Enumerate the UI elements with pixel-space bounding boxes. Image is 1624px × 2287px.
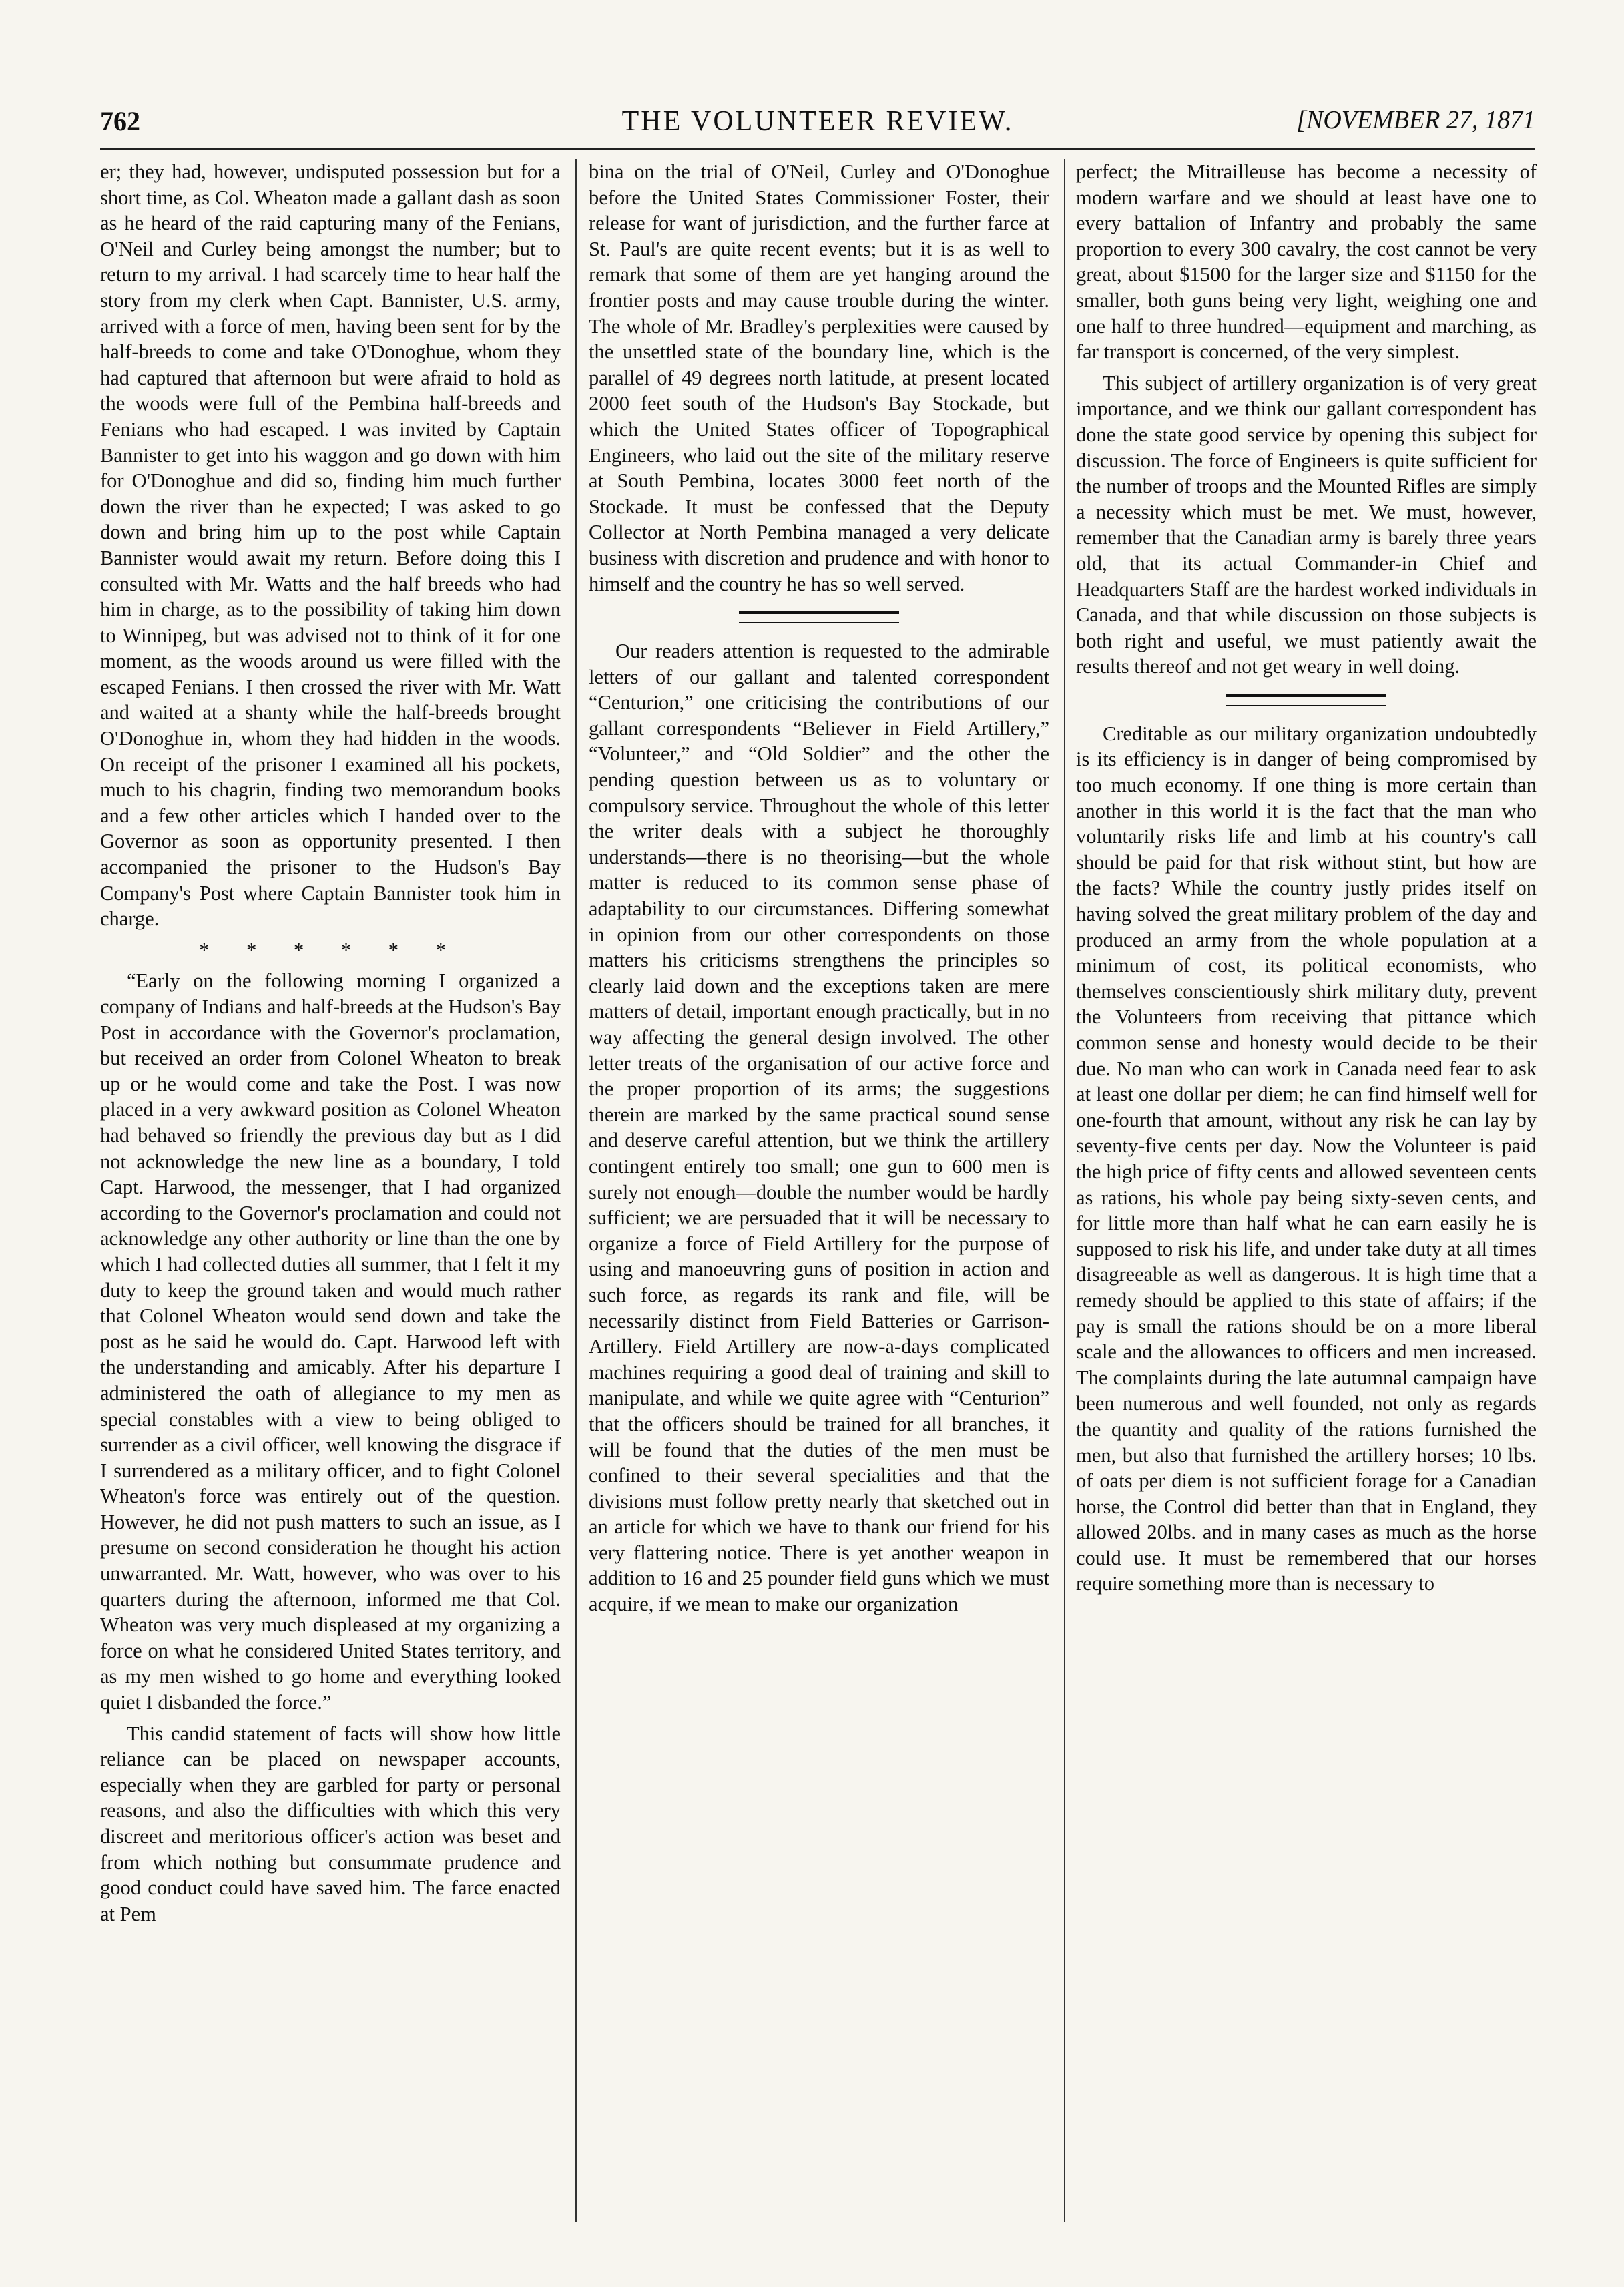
article-paragraph: bina on the trial of O'Neil, Curley and O'Donoghue before the United States Commissioner Foster, their release for want of jurisdiction, and the further farce at St. Paul's are quite recent events; but it is as well to remark that some of them are yet hanging around the frontier posts and may cause trouble during the winter. The whole of Mr. Bradley's perplexities were caused by the unsettled state of the boundary line, which is the parallel of 49 degrees north latitude, at present located 2000 feet south of the Hudson's Bay Stockade, but which the United States officer of Topographical Engineers, who laid out the site of the military reserve at South Pembina, locates 3000 feet north of the Stockade. It must be confessed that the Deputy Collector at North Pembina managed a very delicate business with discretion and prudence and with honor to himself and the country he has so well served.	[589, 160, 1049, 595]
column-1	[100, 159, 561, 2228]
article-paragraph: This candid statement of facts will show how little reliance can be placed on newspaper accounts, especially when they are garbled for party or personal reasons, and also the difficulties with which this very discreet and meritorious officer's action was beset and from which nothing but consummate prudence and good conduct could have saved him. The farce enacted at Pem	[100, 1722, 561, 1925]
editorial-paragraph: Creditable as our military organization undoubtedly is its efficiency is in danger of being compromised by too much economy. If one thing is more certain than another in this world it is the fact that the man who voluntarily risks life and limb at his country's call should be paid for that risk without stint, but how are the facts? While the country justly prides itself on having solved the great military problem of the day and produced an army from the whole population at a minimum of cost, its political economists, who themselves conscientiously shirk military duty, prevent the Volunteers from receiving that pittance which common sense and honesty would decide to be their due. No man who can work in Canada need fear to ask at least one dollar per diem; he can find himself well for one-fourth that amount, without any risk he can lay by seventy-five cents per day. Now the Volunteer is paid the high price of fifty cents and allowed seventeen cents as rations, his whole pay being sixty-seven cents, and for little more than half what he can earn easily he is supposed to risk his life, and under take duty at all times disagreeable as well as dangerous. It is high time that a remedy should be applied to this state of affairs; if the pay is small the rations should be on a more liberal scale and the allowances to officers and men increased. The complaints during the late autumnal campaign have been numerous and well founded, not only as regards the quantity and quality of the rations furnished the men, but also that furnished the artillery horses; 10 lbs. of oats per diem is not sufficient forage for a Canadian horse, the Control did better than that in England, they allowed 20lbs. and in many cases as much as the horse could use. It must be remembered that our horses require something more than is necessary to	[1076, 722, 1537, 1595]
header-rule	[100, 148, 1535, 150]
editorial-paragraph: Our readers attention is requested to the admirable letters of our gallant and talented correspondent “Centurion,” one criticising the contributions of our gallant correspondents “Believer in Field Artillery,” “Volunteer,” and “Old Soldier” and the other the pending question between us as to voluntary or compulsory service. Throughout the whole of this letter the writer deals with a subject he thoroughly understands—there is no theorising—but the whole matter is reduced to its common sense phase of adaptability to our circumstances. Differing somewhat in opinion from our other correspondents on those matters his criticisms strengthens the principles so clearly laid down and the exceptions taken are mere matters of detail, important enough practically, but in no way affecting the general design involved. The other letter treats of the organisation of our active force and the proper proportion of its arms; the suggestions therein are marked by the same practical sound sense and deserve careful attention, but we think the artillery contingent entirely too small; one gun to 600 men is surely not enough—double the number would be hardly sufficient; we are persuaded that it will be necessary to organize a force of Field Artillery for the purpose of using and manoeuvring guns of position in action and such force, as regards its rank and file, will be necessarily distinct from Field Batteries or Garrison-Artillery. Field Artillery are now-a-days complicated machines requiring a good deal of training and skill to manipulate, and while we quite agree with “Centurion” that the officers should be trained for all branches, it will be found that the duties of the men must be confined to their several specialities and that the divisions must follow pretty nearly that sketched out in an article for which we have to thank our friend for his very flattering notice. There is yet another weapon in addition to 16 and 25 pounder field guns which we must acquire, if we mean to make our organization	[589, 640, 1049, 1616]
column-divider	[1064, 159, 1065, 2222]
article-paragraph: “Early on the following morning I organized a company of Indians and half-breeds at the Hudson's Bay Post in accordance with the Governor's proclamation, but received an order from Colonel Wheaton to break up or he would come and take the Post. I was now placed in a very awkward position as Colonel Wheaton had behaved so friendly the previous day but as I did not acknowledge the new line as a boundary, I told Capt. Harwood, the messenger, that I had organized according to the Governor's proclamation and could not acknowledge any other authority or line than the one by which I had collected duties all summer, that I felt it my duty to keep the ground taken and would much rather that Colonel Wheaton would send down and take the post as he said he would do. Capt. Harwood left with the understanding and amicably. After his departure I administered the oath of allegiance to my men as special constables with a view to being obliged to surrender as a civil officer, well knowing the disgrace if I surrendered as a military officer, and to fight Colonel Wheaton's force was entirely out of the question. However, he did not push matters to such an issue, as I presume on second consideration he thought his action unwarranted. Mr. Watt, however, who was over to his quarters during the afternoon, informed me that Col. Wheaton was very much displeased at my organizing a force on what he considered United States territory, and as my men wished to go home and everything looked quiet I disbanded the force.”	[100, 969, 561, 1714]
ellipsis-stars: * * * * * *	[199, 938, 462, 961]
column-divider	[575, 159, 577, 2222]
section-separator	[1226, 694, 1386, 706]
article-paragraph: This subject of artillery organization is of very great importance, and we think our gallant correspondent has done the state good service by opening this subject for discussion. The force of Engineers is quite sufficient for the number of troops and the Mounted Rifles are simply a necessity which must be met. We must, however, remember that the Canadian army is barely three years old, that its actual Commander-in Chief and Headquarters Staff are the hardest worked individuals in Canada, and that while discussion on those subjects is both right and useful, we must patiently await the results thereof and not get weary in well doing.	[1076, 371, 1537, 678]
article-paragraph: perfect; the Mitrailleuse has become a necessity of modern warfare and we should at least have one to every battalion of Infantry and probably the same proportion to every 300 cavalry, the cost cannot be very great, about $1500 for the larger size and $1150 for the smaller, both guns being very light, weighing one and one half to three hundred—equipment and marching, as far transport is concerned, of the very simplest.	[1076, 160, 1537, 364]
column-2	[589, 159, 1049, 2228]
masthead-title: THE VOLUNTEER REVIEW.	[621, 106, 1014, 137]
article-paragraph: er; they had, however, undisputed possession but for a short time, as Col. Wheaton made a gallant dash as soon as he heard of the raid capturing many of the Fenians, O'Neil and Curley being amongst the number; but to return to my arrival. I had scarcely time to hear half the story from my clerk when Capt. Bannister, U.S. army, arrived with a force of men, having been sent for by the half-breeds to come and take O'Donoghue, whom they had captured that afternoon but were afraid to hold as the woods were full of the Pembina half-breeds and Fenians who had escaped. I was invited by Captain Bannister to get into his waggon and go down with him for O'Donoghue and did so, finding him much further down the river than he expected; I was asked to go down and bring him up to the post while Captain Bannister would await my return. Before doing this I consulted with Mr. Watts and the half breeds who had him in charge, as to the possibility of taking him down to Winnipeg, but was advised not to think of it for one moment, as the woods around us were filled with the escaped Fenians. I then crossed the river with Mr. Watt and waited at a shanty while the half-breeds brought O'Donoghue in, whom they had hidden in the woods. On receipt of the prisoner I examined all his pockets, much to his chagrin, finding two memorandum books and a few other articles which I handed over to the Governor as soon as opportunity presented. I then accompanied the prisoner to the Hudson's Bay Company's Post where Captain Bannister took him in charge.	[100, 160, 561, 931]
section-separator	[739, 611, 899, 623]
page-number: 762	[100, 106, 140, 136]
page-header	[100, 105, 1535, 146]
column-3	[1076, 159, 1537, 2228]
issue-date: [NOVEMBER 27, 1871	[1296, 106, 1535, 134]
